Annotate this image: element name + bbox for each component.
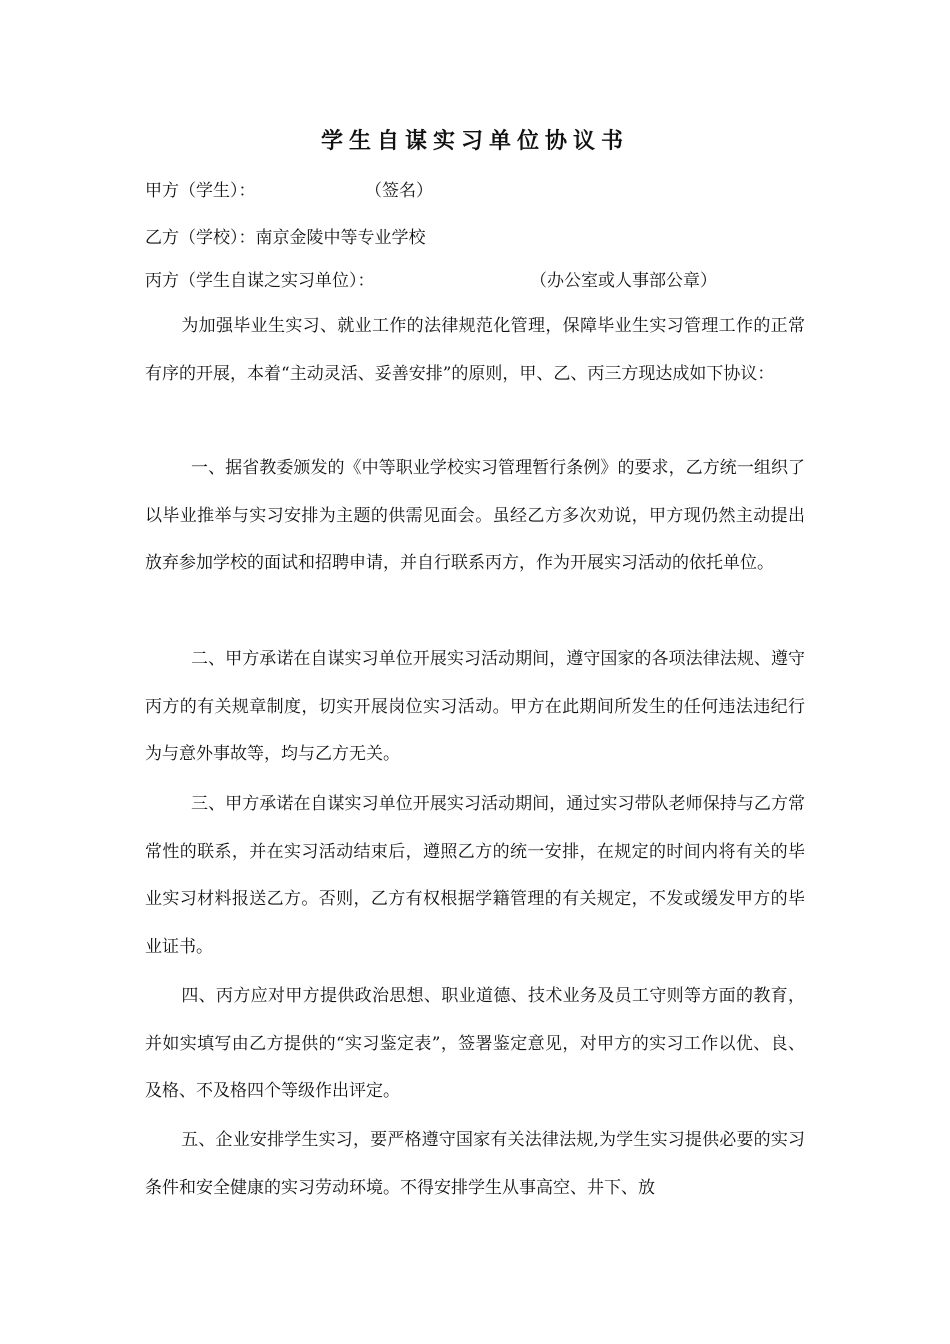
party-b-label: 乙方（学校）：南京金陵中等专业学校 — [145, 228, 426, 248]
party-a-label: 甲方（学生）： — [145, 181, 256, 201]
paragraph-clause-4-text: 四、丙方应对甲方提供政治思想、职业道德、技术业务及员工守则等方面的教育，并如实填写由乙方提供的“实习鉴定表”，签署鉴定意见，对甲方的实习工作以优、良、及格、不及格四个等级作出评定。 — [145, 986, 805, 1101]
party-a-sign-note: （签名） — [365, 181, 433, 201]
paragraph-clause-4 — [145, 973, 805, 1116]
paragraph-clause-5-text: 五、企业安排学生实习，要严格遵守国家有关法律法规,为学生实习提供必要的实习条件和安全健康的实习劳动环境。不得安排学生从事高空、井下、放 — [145, 1130, 805, 1198]
paragraph-intro — [145, 303, 805, 398]
paragraph-clause-2 — [145, 636, 805, 779]
party-c-seal-note: （办公室或人事部公章） — [530, 271, 717, 291]
paragraph-clause-5 — [145, 1117, 805, 1212]
paragraph-clause-1-text: 一、据省教委颁发的《中等职业学校实习管理暂行条例》的要求，乙方统一组织了以毕业推举与实习安排为主题的供需见面会。虽经乙方多次劝说，甲方现仍然主动提出放弃参加学校的面试和招聘申请，并自行联系丙方，作为开展实习活动的依托单位。 — [145, 458, 805, 573]
paragraph-clause-3-text: 三、甲方承诺在自谋实习单位开展实习活动期间，通过实习带队老师保持与乙方常常性的联系，并在实习活动结束后，遵照乙方的统一安排，在规定的时间内将有关的毕业实习材料报送乙方。否则，乙方有权根据学籍管理的有关规定，不发或缓发甲方的毕业证书。 — [145, 794, 805, 957]
paragraph-clause-2-text: 二、甲方承诺在自谋实习单位开展实习活动期间，遵守国家的各项法律法规、遵守丙方的有关规章制度，切实开展岗位实习活动。甲方在此期间所发生的任何违法违纪行为与意外事故等，均与乙方无关。 — [145, 649, 805, 764]
paragraph-clause-1 — [145, 445, 805, 588]
party-c-label: 丙方（学生自谋之实习单位）： — [145, 271, 375, 291]
paragraph-clause-3 — [145, 781, 805, 971]
document-title: 学生自谋实习单位协议书 — [320, 129, 629, 154]
paragraph-intro-text: 为加强毕业生实习、就业工作的法律规范化管理，保障毕业生实习管理工作的正常有序的开展，本着“主动灵活、妥善安排”的原则，甲、乙、丙三方现达成如下协议： — [145, 316, 805, 384]
